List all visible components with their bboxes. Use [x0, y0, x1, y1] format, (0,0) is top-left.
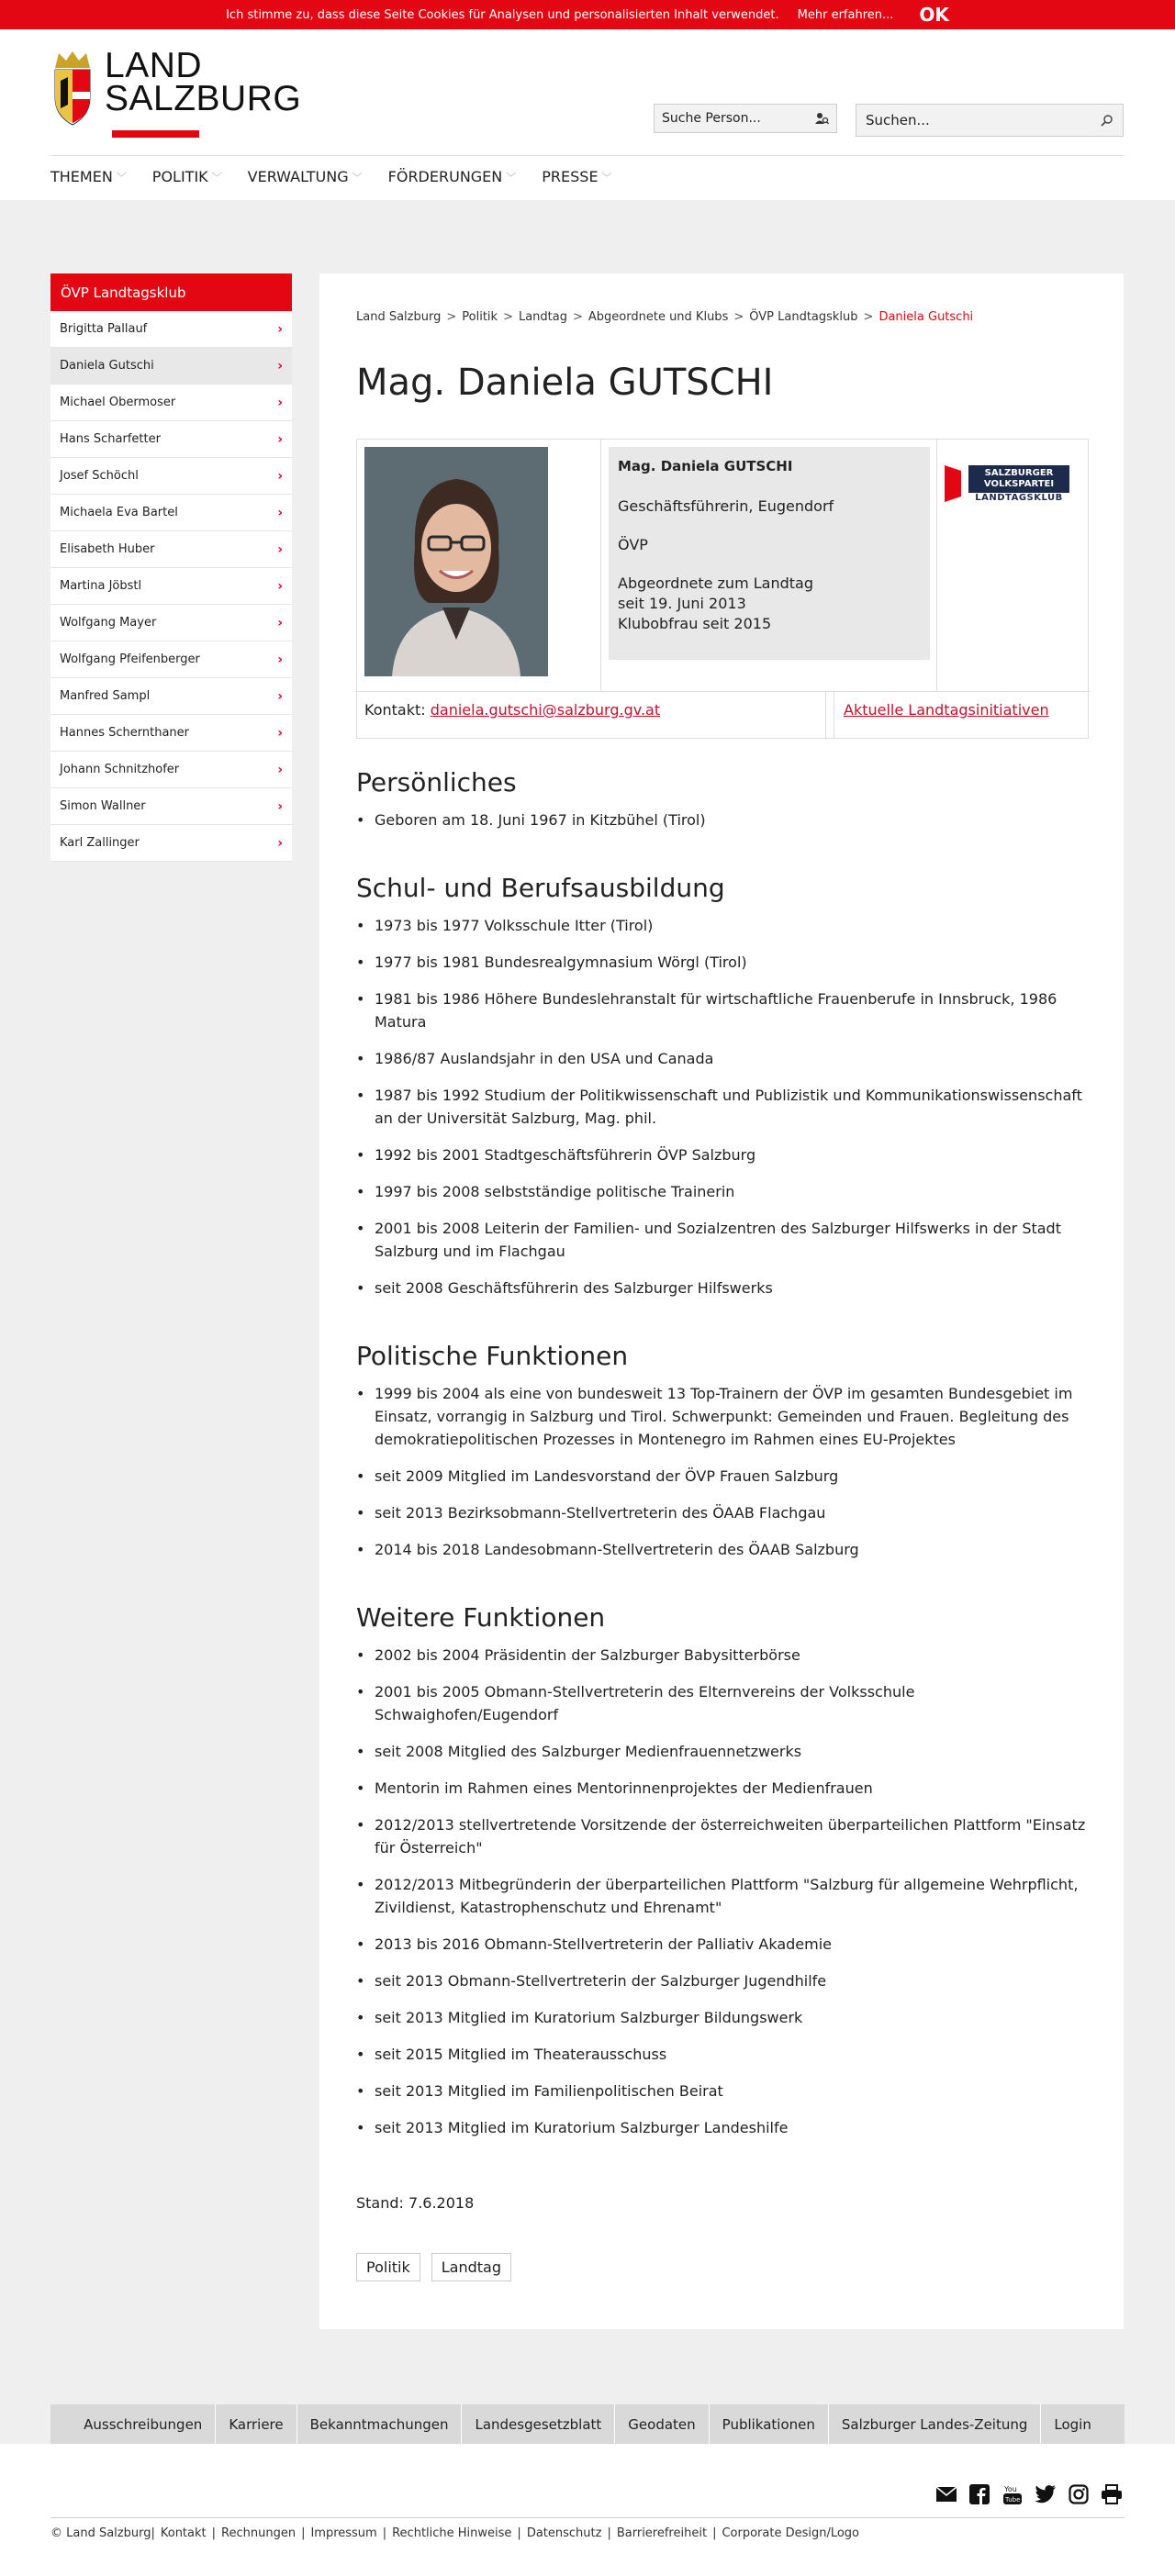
list-item: • seit 2008 Mitglied des Salzburger Medienfrauennetzwerks: [356, 1740, 1091, 1763]
tag-list: [356, 2253, 511, 2281]
nav-foerderungen[interactable]: [388, 168, 517, 185]
footer-separator: |: [607, 2526, 611, 2540]
list-item: • seit 2013 Bezirksobmann-Stellvertreterin des ÖAAB Flachgau: [356, 1501, 1091, 1524]
sidebar-item-label: Wolfgang Pfeifenberger: [60, 652, 200, 666]
logo-underline: [112, 130, 199, 138]
cookie-banner: [0, 0, 1175, 29]
sidebar-item-label: Martina Jöbstl: [60, 579, 142, 593]
footer-separator: |: [301, 2526, 306, 2540]
nav-label: THEMEN: [50, 168, 113, 185]
sidebar-item[interactable]: [50, 788, 292, 825]
footer-separator: |: [517, 2526, 521, 2540]
list-item: • seit 2015 Mitglied im Theaterausschuss: [356, 2043, 1091, 2066]
list-item: • 1981 bis 1986 Höhere Bundeslehranstalt für wirtschaftliche Frauenberufe in Innsbruck, 1986 Matura: [356, 987, 1091, 1033]
sidebar-item-active[interactable]: [50, 348, 292, 385]
initiatives-cell: [834, 692, 1090, 739]
sidebar-item-label: Johann Schnitzhofer: [60, 763, 180, 776]
list-item: • seit 2013 Mitglied im Familienpolitischen Beirat: [356, 2080, 1091, 2102]
footer-bottom-links: [50, 2526, 859, 2540]
tag-politik[interactable]: Politik: [356, 2253, 420, 2281]
list-item: • seit 2008 Geschäftsführerin des Salzburger Hilfswerks: [356, 1277, 1091, 1299]
site-header: [0, 29, 1175, 200]
section-heading: Weitere Funktionen: [356, 1602, 606, 1633]
section-heading: Politische Funktionen: [356, 1341, 629, 1371]
footer-link-rechtliche-hinweise[interactable]: Rechtliche Hinweise: [392, 2526, 512, 2540]
nav-label: FÖRDERUNGEN: [387, 168, 503, 185]
nav-verwaltung[interactable]: [248, 168, 363, 185]
chevron-right-icon: ›: [277, 688, 283, 704]
logo-line-1: LAND: [105, 46, 203, 85]
cookie-text: Ich stimme zu, dass diese Seite Cookies für Analysen und personalisierten Inhalt verwendet.: [226, 7, 779, 22]
chevron-right-icon: ›: [277, 652, 283, 667]
sidebar-item-label: Elisabeth Huber: [60, 542, 155, 556]
sidebar-item[interactable]: [50, 458, 292, 495]
footer-separator: |: [382, 2526, 387, 2540]
person-search-input[interactable]: [654, 104, 837, 133]
chevron-down-icon: ﹀: [116, 171, 127, 184]
section-politisch: [356, 1341, 1091, 1575]
footer-link-publikationen[interactable]: Publikationen: [710, 2404, 829, 2444]
chevron-right-icon: ›: [277, 762, 283, 777]
list-item: • 1992 bis 2001 Stadtgeschäftsführerin ÖVP Salzburg: [356, 1143, 1091, 1166]
sidebar-item-label: Simon Wallner: [60, 799, 146, 813]
sidebar-item[interactable]: [50, 752, 292, 788]
nav-label: VERWALTUNG: [247, 168, 349, 185]
chevron-right-icon: ›: [277, 468, 283, 484]
sidebar-item-label: Michael Obermoser: [60, 396, 176, 409]
sidebar-nav: [50, 273, 292, 862]
sidebar-item-label: Hans Scharfetter: [60, 432, 161, 446]
sidebar-item-label: Wolfgang Mayer: [60, 616, 157, 630]
list-item: • 1973 bis 1977 Volksschule Itter (Tirol): [356, 914, 1091, 937]
profile-contact-row: [357, 691, 1090, 739]
footer-link-geodaten[interactable]: Geodaten: [615, 2404, 709, 2444]
breadcrumb-item[interactable]: Landtag: [518, 310, 567, 324]
sidebar-item[interactable]: [50, 311, 292, 348]
chevron-right-icon: ›: [277, 431, 283, 447]
sidebar-item-label: Daniela Gutschi: [60, 359, 154, 373]
list-item: • 2012/2013 Mitbegründerin der überparteilichen Plattform "Salzburg für allgemeine Wehrpflicht, Zivildienst, Katastrophenschutz und Ehrenamt": [356, 1873, 1091, 1919]
klub-logo: [945, 465, 1082, 509]
chevron-right-icon: ›: [277, 725, 283, 741]
facebook-icon[interactable]: [968, 2482, 991, 2506]
footer-link-landes-zeitung[interactable]: Salzburger Landes-Zeitung: [829, 2404, 1042, 2444]
sidebar-item[interactable]: [50, 825, 292, 862]
coat-of-arms-icon: [51, 50, 94, 127]
site-search-placeholder: Suchen...: [866, 112, 930, 128]
breadcrumb-item[interactable]: ÖVP Landtagsklub: [749, 310, 858, 324]
nav-politik[interactable]: [152, 168, 222, 185]
profile-role: Geschäftsführerin, Eugendorf: [618, 497, 834, 515]
sidebar-item[interactable]: [50, 421, 292, 458]
klub-logo-line-2: VOLKSPARTEI: [983, 479, 1055, 489]
copyright: © Land Salzburg|: [50, 2526, 155, 2540]
cookie-ok-button[interactable]: OK: [919, 4, 949, 26]
contact-label: Kontakt:: [364, 701, 426, 719]
footer-separator: |: [712, 2526, 717, 2540]
person-search-placeholder: Suche Person...: [662, 111, 761, 126]
instagram-icon[interactable]: [1067, 2482, 1091, 2506]
print-icon[interactable]: [1100, 2482, 1124, 2506]
list-item: • 1999 bis 2004 als eine von bundesweit 13 Top-Trainern der ÖVP im gesamten Bundesgebiet im Einsatz, vorrangig in Salzburg und Tirol. Schwerpunkt: Gemeinden und Frauen. Begleitung des demokratiepolitischen Prozesses in Montenegro im Rahmen eines EU-Projektes: [356, 1382, 1091, 1451]
list-item: • 1986/87 Auslandsjahr in den USA und Canada: [356, 1047, 1091, 1070]
mail-icon[interactable]: [934, 2482, 958, 2506]
social-icons: [934, 2482, 1124, 2506]
initiatives-link[interactable]: Aktuelle Landtagsinitiativen: [844, 701, 1049, 719]
list-item: • seit 2009 Mitglied im Landesvorstand der ÖVP Frauen Salzburg: [356, 1465, 1091, 1488]
sidebar-item[interactable]: [50, 715, 292, 752]
footer-link-rechnungen[interactable]: Rechnungen: [221, 2526, 297, 2540]
chevron-right-icon: ›: [277, 505, 283, 520]
sidebar-item-label: Manfred Sampl: [60, 689, 151, 703]
last-updated: Stand: 7.6.2018: [356, 2194, 475, 2212]
klub-logo-cell: [937, 440, 1090, 691]
breadcrumb-item[interactable]: Abgeordnete und Klubs: [588, 310, 729, 324]
sidebar-item[interactable]: [50, 605, 292, 641]
breadcrumb-separator: >: [446, 310, 457, 324]
klub-logo-line-3: LANDTAGSKLUB: [975, 493, 1063, 503]
chevron-right-icon: ›: [277, 578, 283, 594]
list-item: • 2001 bis 2008 Leiterin der Familien- und Sozialzentren des Salzburger Hilfswerks in der Stadt Salzburg und im Flachgau: [356, 1217, 1091, 1263]
footer-nav: [50, 2404, 1125, 2444]
sidebar-item-label: Michaela Eva Bartel: [60, 506, 178, 519]
list-item: • seit 2013 Obmann-Stellvertreterin der Salzburger Jugendhilfe: [356, 1969, 1091, 1992]
chevron-right-icon: ›: [277, 835, 283, 851]
breadcrumb-item[interactable]: Politik: [462, 310, 498, 324]
chevron-right-icon: ›: [277, 541, 283, 557]
site-search-input[interactable]: [856, 104, 1124, 137]
logo-line-2: SALZBURG: [105, 79, 302, 118]
list-item: • 1997 bis 2008 selbstständige politische Trainerin: [356, 1180, 1091, 1203]
breadcrumb-separator: >: [572, 310, 583, 324]
list-item: • 2002 bis 2004 Präsidentin der Salzburger Babysitterbörse: [356, 1644, 1091, 1667]
profile-info-cell: [601, 440, 937, 691]
breadcrumb-separator: >: [503, 310, 513, 324]
profile-card: [356, 439, 1089, 739]
chevron-down-icon: ﹀: [601, 171, 612, 184]
list-item: • 1977 bis 1981 Bundesrealgymnasium Wörgl (Tirol): [356, 951, 1091, 974]
profile-mandate-line-3: Klubobfrau seit 2015: [618, 615, 772, 632]
list-item: • seit 2013 Mitglied im Kuratorium Salzburger Bildungswerk: [356, 2006, 1091, 2029]
footer-link-kontakt[interactable]: Kontakt: [160, 2526, 207, 2540]
breadcrumb-separator: >: [733, 310, 744, 324]
page-title: Mag. Daniela GUTSCHI: [356, 362, 774, 404]
profile-name: Mag. Daniela GUTSCHI: [618, 458, 793, 474]
footer-link-landesgesetzblatt[interactable]: Landesgesetzblatt: [462, 2404, 615, 2444]
section-ausbildung: [356, 873, 1091, 1313]
main-nav: [50, 168, 612, 185]
nav-presse[interactable]: [542, 168, 611, 185]
chevron-down-icon: ﹀: [211, 171, 222, 184]
list-item: • 2001 bis 2005 Obmann-Stellvertreterin des Elternvereins der Volksschule Schwaighofen/Eugendorf: [356, 1680, 1091, 1726]
footer-link-corporate-design[interactable]: Corporate Design/Logo: [722, 2526, 860, 2540]
portrait-photo: [364, 447, 548, 676]
nav-themen[interactable]: [50, 168, 127, 185]
sidebar-item[interactable]: [50, 641, 292, 678]
svg-text:Tube: Tube: [1005, 2496, 1021, 2504]
sidebar-item[interactable]: [50, 568, 292, 605]
chevron-right-icon: ›: [277, 798, 283, 814]
list-item: • 2014 bis 2018 Landesobmann-Stellvertreterin des ÖAAB Salzburg: [356, 1538, 1091, 1561]
breadcrumb-item[interactable]: Land Salzburg: [356, 310, 442, 324]
breadcrumb-current: Daniela Gutschi: [878, 310, 974, 324]
twitter-icon[interactable]: [1034, 2482, 1058, 2506]
cookie-more-link[interactable]: Mehr erfahren...: [797, 7, 894, 22]
profile-mandate-line-2: seit 19. Juni 2013: [618, 595, 746, 612]
section-weitere: [356, 1602, 1091, 2153]
site-logo[interactable]: [51, 46, 302, 127]
nav-label: PRESSE: [542, 168, 599, 185]
breadcrumb-separator: >: [863, 310, 874, 324]
header-divider: [50, 155, 1125, 156]
sidebar-item-label: Karl Zallinger: [60, 836, 140, 850]
klub-logo-line-1: SALZBURGER: [984, 468, 1054, 478]
footer-separator: |: [211, 2526, 217, 2540]
profile-mandate-line-1: Abgeordnete zum Landtag: [618, 574, 813, 592]
svg-text:You: You: [1004, 2485, 1017, 2493]
chevron-right-icon: ›: [277, 395, 283, 410]
chevron-down-icon: ﹀: [506, 171, 517, 184]
profile-info-box: [609, 447, 930, 660]
list-item: • Geboren am 18. Juni 1967 in Kitzbühel (Tirol): [356, 808, 1091, 831]
email-link[interactable]: daniela.gutschi@salzburg.gv.at: [430, 701, 661, 719]
tag-landtag[interactable]: Landtag: [431, 2253, 511, 2281]
profile-party: ÖVP: [618, 536, 648, 553]
chevron-right-icon: ›: [277, 358, 283, 374]
breadcrumb: [356, 310, 973, 324]
chevron-right-icon: ›: [277, 321, 283, 337]
list-item: • 2012/2013 stellvertretende Vorsitzende der österreichweiten überparteilichen Plattform "Einsatz für Österreich": [356, 1813, 1091, 1859]
chevron-right-icon: ›: [277, 615, 283, 630]
search-icon[interactable]: [1101, 114, 1113, 127]
nav-label: POLITIK: [151, 168, 208, 185]
section-heading: Persönliches: [356, 767, 517, 797]
main-content: [319, 273, 1124, 2329]
sidebar-item-label: Josef Schöchl: [60, 469, 139, 483]
contact-cell: [357, 692, 834, 739]
footer-link-ausschreibungen[interactable]: Ausschreibungen: [71, 2404, 216, 2444]
sidebar-item[interactable]: [50, 495, 292, 531]
section-persoenliches: [356, 767, 1091, 845]
person-search-icon[interactable]: [814, 111, 829, 126]
footer-link-impressum[interactable]: Impressum: [310, 2526, 377, 2540]
footer-link-bekanntmachungen[interactable]: Bekanntmachungen: [297, 2404, 463, 2444]
list-item: • seit 2013 Mitglied im Kuratorium Salzburger Landeshilfe: [356, 2116, 1091, 2139]
sidebar-item-label: Hannes Schernthaner: [60, 726, 190, 740]
klub-logo-red-mark: [945, 465, 961, 502]
sidebar-item-label: Brigitta Pallauf: [60, 322, 148, 336]
footer-link-karriere[interactable]: Karriere: [216, 2404, 297, 2444]
footer-link-datenschutz[interactable]: Datenschutz: [526, 2526, 602, 2540]
list-item: • 2013 bis 2016 Obmann-Stellvertreterin der Palliativ Akademie: [356, 1933, 1091, 1956]
list-item: • 1987 bis 1992 Studium der Politikwissenschaft und Publizistik und Kommunikationswissenschaft an der Universität Salzburg, Mag. phil.: [356, 1084, 1091, 1130]
sidebar-item[interactable]: [50, 678, 292, 715]
profile-photo-cell: [357, 440, 601, 691]
youtube-icon[interactable]: [1001, 2482, 1024, 2506]
footer-link-login[interactable]: Login: [1054, 2415, 1091, 2433]
sidebar-item[interactable]: [50, 385, 292, 421]
sidebar-heading[interactable]: ÖVP Landtagsklub: [50, 273, 292, 311]
section-heading: Schul- und Berufsausbildung: [356, 873, 725, 903]
footer-link-barrierefreiheit[interactable]: Barrierefreiheit: [616, 2526, 708, 2540]
sidebar-item[interactable]: [50, 531, 292, 568]
chevron-down-icon: ﹀: [352, 171, 363, 184]
footer-divider: [50, 2517, 1125, 2518]
list-item: • Mentorin im Rahmen eines Mentorinnenprojektes der Medienfrauen: [356, 1777, 1091, 1800]
